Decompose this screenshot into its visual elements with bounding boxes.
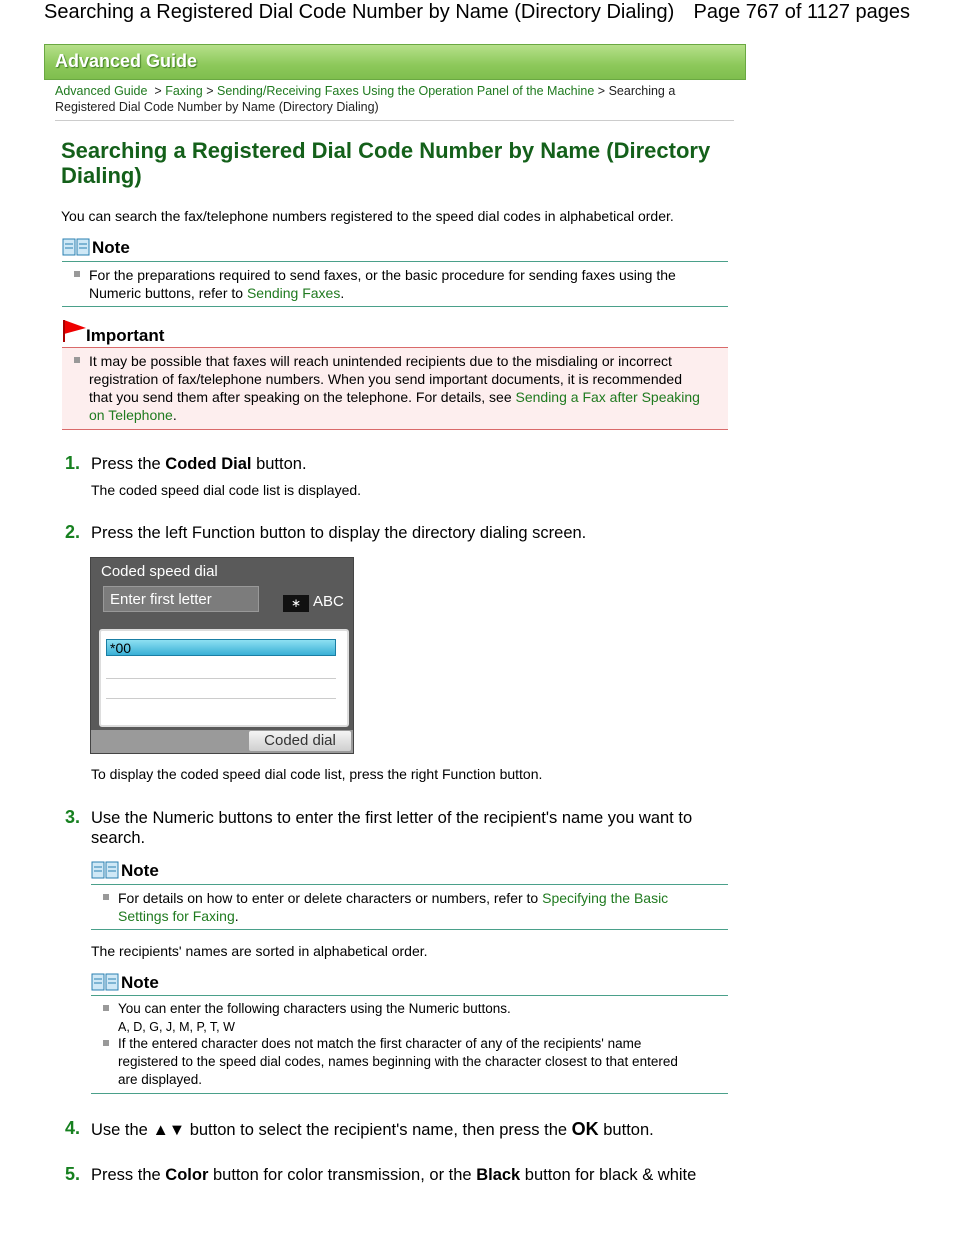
step-text-part: button for color transmission, or the: [208, 1166, 477, 1184]
page-title: [61, 138, 741, 188]
step-number: 1.: [65, 453, 81, 473]
step-text-line: Use the Numeric buttons to enter the first letter of the recipient's name you want to: [91, 809, 693, 827]
step-number: 4.: [65, 1118, 81, 1138]
note-text: [118, 1035, 678, 1089]
step-text-part: button.: [598, 1121, 654, 1139]
step-text-part: button for black & white: [520, 1166, 697, 1184]
page-number: Page 767 of 1127 pages: [693, 1, 910, 23]
divider: [91, 995, 728, 996]
divider: [62, 306, 728, 307]
note-heading-label: Note: [121, 861, 159, 880]
note-text-line: If the entered character does not match the first character of any of the recipients' name: [118, 1036, 642, 1051]
note-text-line: You can enter the following characters using the Numeric buttons.: [118, 1001, 511, 1016]
color-button-label: Color: [165, 1166, 209, 1184]
character-list: A, D, G, J, M, P, T, W: [118, 1020, 235, 1034]
step-number: 3.: [65, 807, 81, 827]
ok-button-label: OK: [571, 1119, 599, 1139]
important-text-line: It may be possible that faxes will reach unintended recipients due to the misdialing or incorrect: [89, 353, 672, 369]
important-text-line: registration of fax/telephone numbers. When you send important documents, it is recommended: [89, 371, 682, 387]
step-text: [91, 808, 692, 848]
bullet-icon: [103, 894, 109, 900]
breadcrumb-current-cont: Registered Dial Code Number by Name (Directory Dialing): [55, 100, 379, 114]
breadcrumb: [55, 83, 685, 115]
link-settings-for-faxing[interactable]: Settings for Faxing: [118, 908, 235, 924]
book-icon: [62, 238, 90, 256]
page-title-line-1: Searching a Registered Dial Code Number by Name (Directory: [61, 138, 711, 163]
up-down-arrow-icon: ▲▼: [152, 1121, 186, 1139]
breadcrumb-separator: >: [206, 84, 214, 98]
breadcrumb-current: Searching a: [608, 84, 676, 98]
punct: .: [340, 285, 345, 301]
step-text-line: search.: [91, 829, 146, 847]
note-heading: [91, 861, 159, 881]
lcd-letter-input: Enter first letter: [103, 586, 259, 612]
bullet-icon: [74, 271, 80, 277]
image-caption: To display the coded speed dial code list, press the right Function button.: [91, 766, 543, 782]
step-text: [91, 454, 307, 474]
note-text-line: Numeric buttons, refer to: [89, 285, 247, 301]
note-text: [89, 266, 676, 302]
bullet-icon: [103, 1005, 109, 1011]
breadcrumb-sending-receiving[interactable]: Sending/Receiving Faxes Using the Operation Panel of the Machine: [217, 84, 595, 98]
step-text-part: Press the: [91, 455, 166, 473]
lcd-row-divider: [106, 698, 336, 699]
bullet-icon: [74, 357, 80, 363]
punct: .: [234, 908, 239, 924]
breadcrumb-separator: >: [154, 84, 162, 98]
coded-dial-label: Coded Dial: [165, 455, 252, 473]
step-text-part: Press the: [91, 1166, 166, 1184]
step-text-part: button.: [251, 455, 307, 473]
lcd-row-divider: [106, 678, 336, 679]
important-heading: Important: [86, 326, 165, 345]
breadcrumb-advanced-guide[interactable]: Advanced Guide: [55, 84, 148, 98]
step-text: Press the left Function button to display the directory dialing screen.: [91, 524, 587, 542]
link-sending-fax-after-speaking[interactable]: Sending a Fax after Speaking: [515, 389, 700, 405]
step-detail: The coded speed dial code list is displayed.: [91, 482, 362, 498]
lcd-screen-image: [90, 557, 354, 754]
note-text: [118, 889, 668, 925]
divider: [91, 1093, 728, 1094]
note-text-line: For details on how to enter or delete characters or numbers, refer to: [118, 890, 543, 906]
breadcrumb-separator: >: [597, 84, 606, 98]
link-on-telephone[interactable]: on Telephone: [89, 407, 173, 423]
note-heading: [91, 973, 159, 993]
lcd-title: Coded speed dial: [101, 563, 218, 580]
divider: [91, 884, 728, 885]
step-number: 2.: [65, 522, 81, 542]
step-text: [91, 1119, 654, 1140]
breadcrumb-faxing[interactable]: Faxing: [165, 84, 203, 98]
flag-icon: [62, 319, 86, 343]
intro-text: You can search the fax/telephone numbers registered to the speed dial codes in alphabetical order.: [61, 208, 674, 224]
important-text: [89, 352, 700, 424]
note-heading-label: Note: [121, 973, 159, 992]
step-text-part: Use the: [91, 1121, 153, 1139]
divider: [91, 929, 728, 930]
book-icon: [91, 861, 119, 879]
note-text-line: registered to the speed dial codes, names beginning with the character closest to that entered: [118, 1054, 678, 1069]
note-text-line: are displayed.: [118, 1072, 203, 1087]
advanced-guide-banner: [44, 44, 746, 80]
link-sending-faxes[interactable]: Sending Faxes: [246, 285, 341, 301]
note-heading-label: Note: [92, 238, 130, 257]
lcd-list: [99, 629, 349, 727]
lcd-star-key: ∗: [283, 595, 309, 612]
step-detail: The recipients' names are sorted in alphabetical order.: [91, 943, 428, 959]
note-text: [118, 1000, 511, 1036]
punct: .: [172, 407, 177, 423]
page-header-title: Searching a Registered Dial Code Number by Name (Directory Dialing): [44, 1, 675, 23]
important-text-line: that you send them after speaking on the telephone. For details, see: [89, 389, 516, 405]
lcd-abc-mode: ABC: [313, 593, 344, 610]
step-number: 5.: [65, 1164, 81, 1184]
bullet-icon: [103, 1040, 109, 1046]
step-text: [91, 1165, 696, 1185]
divider: [62, 261, 728, 262]
page-title-line-2: Dialing): [61, 163, 142, 188]
lcd-coded-dial-button: Coded dial: [249, 731, 351, 751]
divider: [55, 120, 734, 121]
note-text-line: For the preparations required to send faxes, or the basic procedure for sending faxes using the: [89, 267, 676, 283]
banner-label: Advanced Guide: [55, 51, 198, 71]
step-text-part: button to select the recipient's name, then press the: [185, 1121, 572, 1139]
link-specifying-basic-settings[interactable]: Specifying the Basic: [542, 890, 669, 906]
black-button-label: Black: [476, 1166, 521, 1184]
note-heading: [62, 238, 130, 258]
book-icon: [91, 973, 119, 991]
lcd-selected-row: *00: [106, 639, 336, 656]
